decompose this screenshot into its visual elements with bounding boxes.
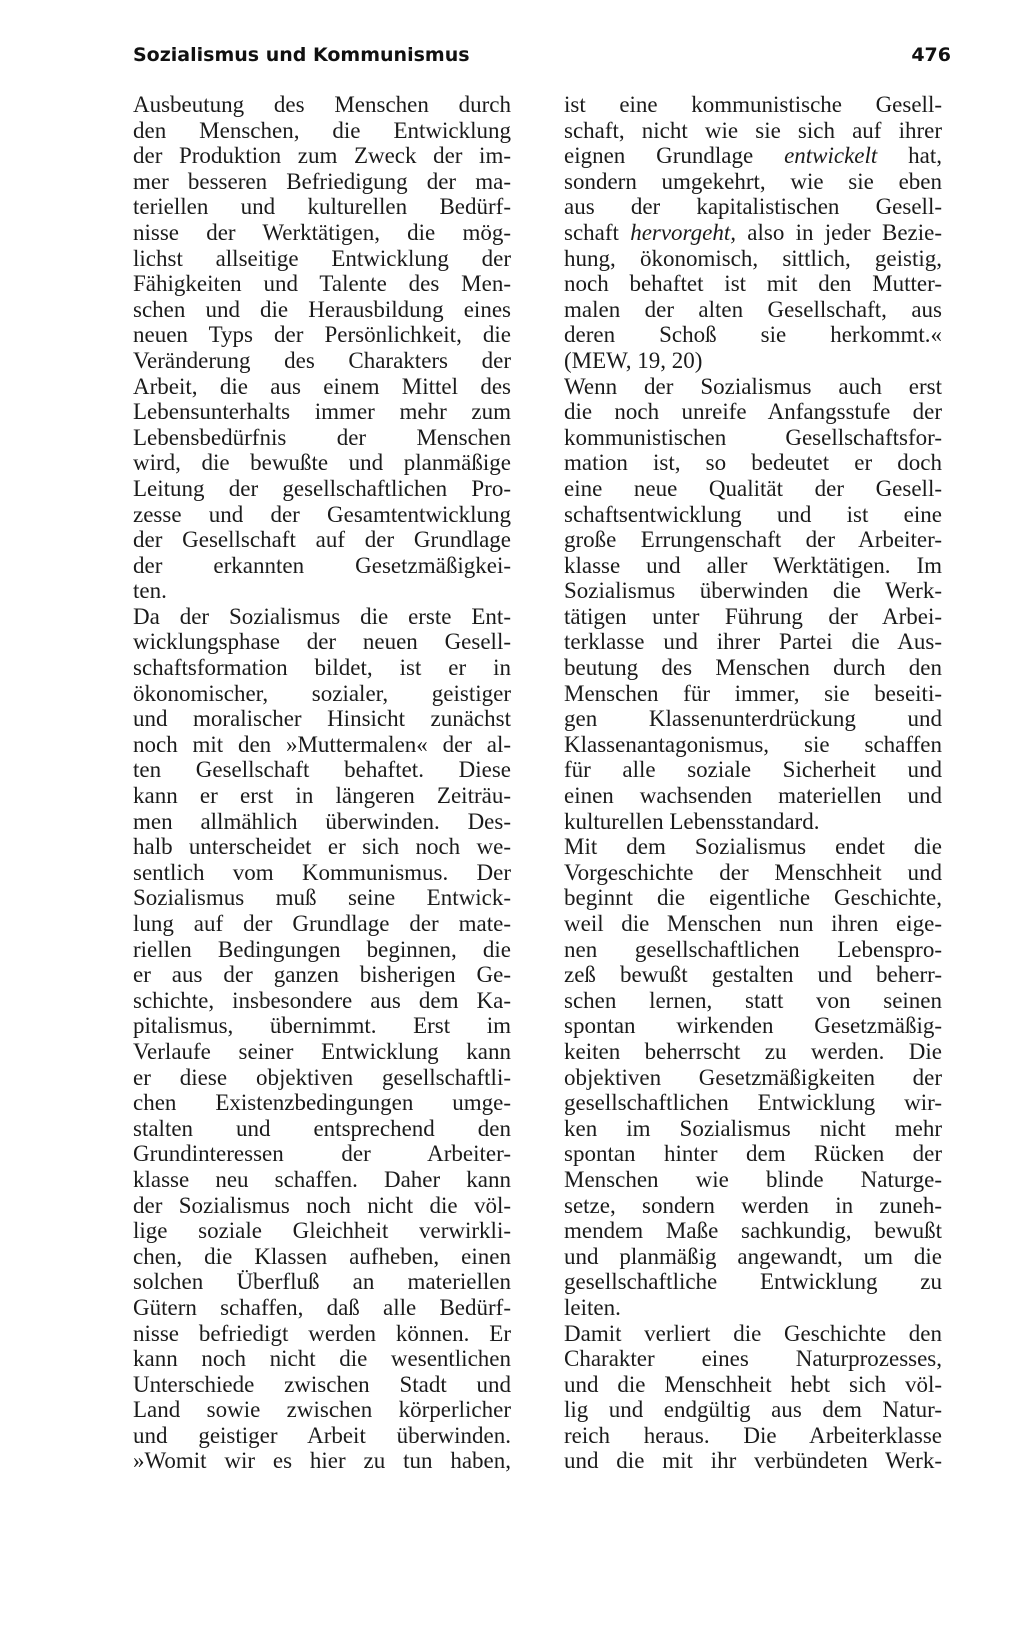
- text-segment: kommunistischen Gesellschaftsfor-: [564, 424, 942, 450]
- text-line: nisse der Werktätigen, die mög-: [133, 219, 511, 245]
- text-segment: die noch unreife Anfangsstufe der: [564, 399, 942, 425]
- text-line: er aus der ganzen bisherigen Ge-: [133, 962, 511, 988]
- text-line: [564, 1321, 942, 1347]
- text-line: solchen Überfluß an materiellen: [133, 1269, 511, 1295]
- text-segment: hat,: [877, 143, 942, 169]
- text-line: kann noch nicht die wesentlichen: [133, 1346, 511, 1372]
- text-segment: ist eine kommunistische Gesell-: [564, 92, 942, 117]
- text-line: chen Existenzbedingungen umge-: [133, 1090, 511, 1116]
- text-segment: mation ist, so bedeutet er doch: [564, 450, 942, 476]
- text-line: [564, 1448, 942, 1474]
- text-segment: große Errungenschaft der Arbeiter-: [564, 527, 942, 553]
- text-segment: ken im Sozialismus nicht mehr: [564, 1115, 942, 1141]
- text-segment: (MEW, 19, 20): [564, 347, 703, 373]
- text-segment: Vorgeschichte der Menschheit und: [564, 859, 942, 885]
- text-line: [564, 732, 942, 758]
- text-line: [564, 194, 942, 220]
- text-segment: terklasse und ihrer Partei die Aus-: [564, 629, 942, 655]
- text-line: sentlich vom Kommunismus. Der: [133, 859, 511, 885]
- text-line: [564, 1039, 942, 1065]
- text-line: [564, 553, 942, 579]
- text-line: [564, 450, 942, 476]
- text-line: lige soziale Gleichheit verwirkli-: [133, 1218, 511, 1244]
- text-segment: lig und endgültig aus dem Natur-: [564, 1397, 942, 1423]
- text-segment: Menschen wie blinde Naturge-: [564, 1166, 942, 1192]
- text-line: stalten und entsprechend den: [133, 1115, 511, 1141]
- text-line: [564, 783, 942, 809]
- text-line: und moralischer Hinsicht zunächst: [133, 706, 511, 732]
- text-line: [564, 1167, 942, 1193]
- text-line: [564, 143, 942, 169]
- text-segment: Klassenantagonismus, sie schaffen: [564, 731, 942, 757]
- text-segment: und die mit ihr verbündeten Werk-: [564, 1448, 942, 1474]
- text-segment: schaft: [564, 219, 631, 245]
- text-line: Da der Sozialismus die erste Ent-: [133, 603, 511, 629]
- right-text-column: [564, 92, 942, 1474]
- text-line: [564, 1244, 942, 1270]
- text-line: Grundinteressen der Arbeiter-: [133, 1141, 511, 1167]
- text-line: nisse befriedigt werden können. Er: [133, 1320, 511, 1346]
- text-line: zesse und der Gesamtentwicklung: [133, 501, 511, 527]
- text-line: kann er erst in längeren Zeiträu-: [133, 783, 511, 809]
- text-line: Land sowie zwischen körperlicher: [133, 1397, 511, 1423]
- running-head-title: Sozialismus und Kommunismus: [133, 44, 470, 66]
- text-segment: deren Schoß sie herkommt.«: [564, 322, 942, 348]
- text-line: [564, 1397, 942, 1423]
- text-segment: Damit verliert die Geschichte den: [564, 1320, 942, 1346]
- text-line: der erkannten Gesetzmäßigkei-: [133, 552, 511, 578]
- text-line: [564, 629, 942, 655]
- text-line: Leitung der gesellschaftlichen Pro-: [133, 475, 511, 501]
- text-segment: keiten beherrscht zu werden. Die: [564, 1038, 942, 1064]
- text-line: [564, 425, 942, 451]
- text-line: [564, 1346, 942, 1372]
- text-line: Fähigkeiten und Talente des Men-: [133, 271, 511, 297]
- text-line: chen, die Klassen aufheben, einen: [133, 1243, 511, 1269]
- page-number: 476: [911, 44, 951, 66]
- text-line: halb unterscheidet er sich noch we-: [133, 834, 511, 860]
- text-line: [564, 1065, 942, 1091]
- text-segment: und die Menschheit hebt sich völ-: [564, 1371, 942, 1397]
- text-segment: Sozialismus überwinden die Werk-: [564, 578, 942, 604]
- text-line: [564, 757, 942, 783]
- text-line: [564, 860, 942, 886]
- left-text-column: [133, 92, 511, 1474]
- text-line: neuen Typs der Persönlichkeit, die: [133, 322, 511, 348]
- text-line: schaftsformation bildet, ist er in: [133, 655, 511, 681]
- text-segment: Wenn der Sozialismus auch erst: [564, 373, 942, 399]
- text-line: [564, 911, 942, 937]
- text-line: Lebensbedürfnis der Menschen: [133, 424, 511, 450]
- text-segment: schaft, nicht wie sie sich auf ihrer: [564, 117, 942, 143]
- text-line: der Produktion zum Zweck der im-: [133, 143, 511, 169]
- text-line: wicklungsphase der neuen Gesell-: [133, 629, 511, 655]
- text-segment: schen lernen, statt von seinen: [564, 987, 942, 1013]
- text-line: [564, 1090, 942, 1116]
- text-line: Ausbeutung des Menschen durch: [133, 92, 511, 117]
- text-line: [564, 1116, 942, 1142]
- text-segment: gesellschaftlichen Entwicklung wir-: [564, 1090, 942, 1116]
- text-segment: eignen Grundlage: [564, 143, 785, 169]
- emphasized-word: entwickelt: [784, 143, 878, 169]
- text-line: klasse neu schaffen. Daher kann: [133, 1166, 511, 1192]
- text-line: [564, 118, 942, 144]
- text-segment: schaftsentwicklung und ist eine: [564, 501, 942, 527]
- text-line: [564, 220, 942, 246]
- text-line: [564, 374, 942, 400]
- text-segment: Menschen für immer, sie beseiti-: [564, 680, 942, 706]
- text-line: [564, 169, 942, 195]
- text-line: »Womit wir es hier zu tun haben,: [133, 1448, 511, 1474]
- text-line: Verlaufe seiner Entwicklung kann: [133, 1038, 511, 1064]
- text-line: ökonomischer, sozialer, geistiger: [133, 680, 511, 706]
- text-segment: setze, sondern werden in zuneh-: [564, 1192, 942, 1218]
- text-line: [564, 92, 942, 118]
- text-segment: beginnt die eigentliche Geschichte,: [564, 885, 942, 911]
- text-segment: Charakter eines Naturprozesses,: [564, 1346, 942, 1372]
- text-line: schen und die Herausbildung eines: [133, 296, 511, 322]
- text-line: teriellen und kulturellen Bedürf-: [133, 194, 511, 220]
- text-line: riellen Bedingungen beginnen, die: [133, 936, 511, 962]
- text-line: noch mit den »Muttermalen« der al-: [133, 731, 511, 757]
- text-line: Veränderung des Charakters der: [133, 347, 511, 373]
- text-line: [564, 246, 942, 272]
- text-segment: spontan hinter dem Rücken der: [564, 1141, 942, 1167]
- text-line: lung auf der Grundlage der mate-: [133, 911, 511, 936]
- text-line: [564, 655, 942, 681]
- text-line: pitalismus, übernimmt. Erst im: [133, 1013, 511, 1039]
- text-segment: Mit dem Sozialismus endet die: [564, 834, 942, 860]
- text-line: [564, 1013, 942, 1039]
- text-line: [564, 937, 942, 963]
- text-line: er diese objektiven gesellschaftli-: [133, 1064, 511, 1090]
- text-segment: kulturellen Lebensstandard.: [564, 808, 820, 834]
- text-line: [564, 578, 942, 604]
- text-segment: hung, ökonomisch, sittlich, geistig,: [564, 245, 942, 271]
- emphasized-word: hervorgeht,: [630, 219, 737, 245]
- text-line: [564, 706, 942, 732]
- text-segment: einen wachsenden materiellen und: [564, 783, 942, 809]
- text-line: [564, 1372, 942, 1398]
- text-segment: für alle soziale Sicherheit und: [564, 757, 942, 783]
- text-line: ten.: [133, 578, 167, 604]
- text-line: lichst allseitige Entwicklung der: [133, 245, 511, 271]
- text-segment: beutung des Menschen durch den: [564, 655, 942, 681]
- text-line: mer besseren Befriedigung der ma-: [133, 168, 511, 194]
- text-line: [564, 834, 942, 860]
- text-segment: nen gesellschaftlichen Lebenspro-: [564, 936, 942, 962]
- text-segment: zeß bewußt gestalten und beherr-: [564, 962, 942, 988]
- text-line: der Sozialismus noch nicht die völ-: [133, 1192, 511, 1218]
- text-segment: mendem Maße sachkundig, bewußt: [564, 1218, 942, 1244]
- text-line: [564, 1193, 942, 1219]
- text-line: [564, 681, 942, 707]
- text-line: Arbeit, die aus einem Mittel des: [133, 373, 511, 399]
- text-segment: gesellschaftliche Entwicklung zu: [564, 1269, 942, 1295]
- text-segment: sondern umgekehrt, wie sie eben: [564, 168, 942, 194]
- text-line: den Menschen, die Entwicklung: [133, 117, 511, 143]
- text-line: [564, 988, 942, 1014]
- text-segment: aus der kapitalistischen Gesell-: [564, 194, 942, 220]
- text-line: Gütern schaffen, daß alle Bedürf-: [133, 1294, 511, 1320]
- text-line: wird, die bewußte und planmäßige: [133, 450, 511, 476]
- text-line: [564, 809, 942, 835]
- text-line: Unterschiede zwischen Stadt und: [133, 1371, 511, 1397]
- text-line: [564, 271, 942, 297]
- text-line: [564, 527, 942, 553]
- text-line: Lebensunterhalts immer mehr zum: [133, 399, 511, 425]
- text-line: [564, 604, 942, 630]
- text-line: [564, 297, 942, 323]
- text-line: Sozialismus muß seine Entwick-: [133, 885, 511, 911]
- text-line: der Gesellschaft auf der Grundlage: [133, 527, 511, 553]
- text-line: [564, 1423, 942, 1449]
- text-segment: leiten.: [564, 1294, 621, 1320]
- text-segment: noch behaftet ist mit den Mutter-: [564, 271, 942, 297]
- text-line: [564, 322, 942, 348]
- text-line: [564, 885, 942, 911]
- text-line: ten Gesellschaft behaftet. Diese: [133, 757, 511, 783]
- text-segment: spontan wirkenden Gesetzmäßig-: [564, 1013, 942, 1039]
- text-line: schichte, insbesondere aus dem Ka-: [133, 987, 511, 1013]
- text-segment: also in jeder Bezie-: [736, 219, 942, 245]
- text-segment: weil die Menschen nun ihren eige-: [564, 911, 942, 936]
- text-line: [564, 399, 942, 425]
- text-segment: gen Klassenunterdrückung und: [564, 706, 942, 732]
- text-line: [564, 1141, 942, 1167]
- text-line: [564, 1295, 942, 1321]
- text-segment: malen der alten Gesellschaft, aus: [564, 296, 942, 322]
- text-segment: klasse und aller Werktätigen. Im: [564, 552, 942, 578]
- text-line: und geistiger Arbeit überwinden.: [133, 1422, 511, 1448]
- text-line: [564, 962, 942, 988]
- text-segment: objektiven Gesetzmäßigkeiten der: [564, 1064, 942, 1090]
- text-line: [564, 348, 942, 374]
- text-line: [564, 1218, 942, 1244]
- text-line: [564, 1269, 942, 1295]
- text-line: [564, 502, 942, 528]
- text-segment: tätigen unter Führung der Arbei-: [564, 603, 942, 629]
- text-line: men allmählich überwinden. Des-: [133, 808, 511, 834]
- text-line: [564, 476, 942, 502]
- text-segment: und planmäßig angewandt, um die: [564, 1243, 942, 1269]
- text-segment: reich heraus. Die Arbeiterklasse: [564, 1422, 942, 1448]
- text-segment: eine neue Qualität der Gesell-: [564, 475, 942, 501]
